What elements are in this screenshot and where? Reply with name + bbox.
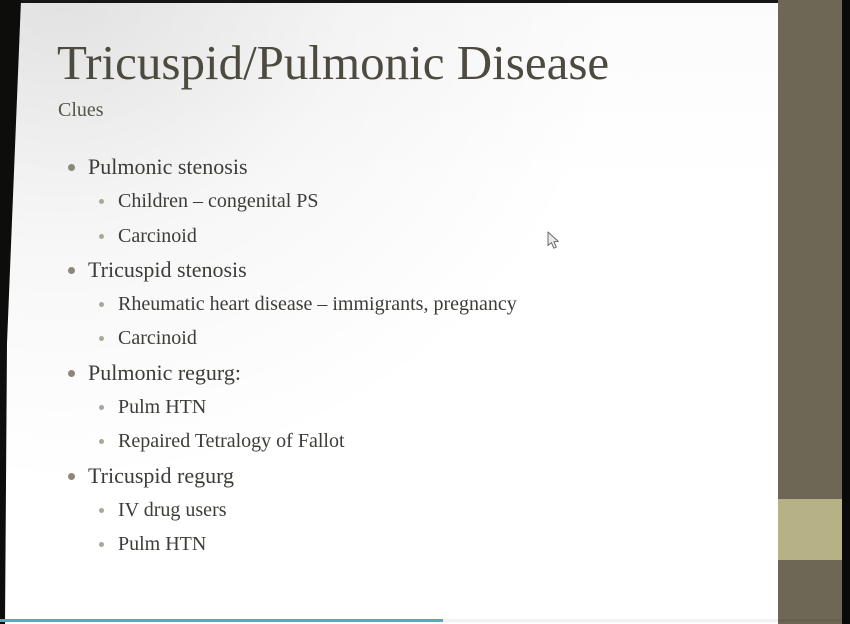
sub-list-item xyxy=(58,219,758,253)
sub-bullet-dot-icon xyxy=(99,439,104,444)
sub-bullet-dot-icon xyxy=(99,542,104,547)
list-item xyxy=(58,253,758,287)
sub-list-item xyxy=(58,424,758,458)
sub-list-item xyxy=(58,493,758,527)
slide-sidebar xyxy=(778,0,842,624)
list-item xyxy=(58,459,758,493)
sub-list-item xyxy=(58,321,758,355)
mouse-cursor-icon xyxy=(547,231,560,250)
frame-right-edge xyxy=(842,0,850,624)
sub-list-item-label: Carcinoid xyxy=(118,327,197,350)
sub-list-item-label: IV drug users xyxy=(118,498,227,521)
sub-list-item xyxy=(58,287,758,321)
bullet-dot-icon xyxy=(68,473,75,480)
sub-list-item-label: Pulm HTN xyxy=(118,396,207,419)
bullet-dot-icon xyxy=(68,370,75,377)
sub-list-item-label: Rheumatic heart disease – immigrants, pregnancy xyxy=(118,293,517,316)
sub-bullet-dot-icon xyxy=(99,234,104,239)
video-progress-bar[interactable] xyxy=(0,619,850,622)
slide-subtitle: Clues xyxy=(58,99,104,121)
sub-list-item-label: Carcinoid xyxy=(118,224,197,247)
sub-bullet-dot-icon xyxy=(99,336,104,341)
list-item xyxy=(58,356,758,390)
bullet-dot-icon xyxy=(68,267,75,274)
frame-top-edge xyxy=(0,0,778,3)
sub-bullet-dot-icon xyxy=(99,405,104,410)
sub-bullet-dot-icon xyxy=(99,199,104,204)
list-item-label: Tricuspid stenosis xyxy=(88,256,247,282)
sub-list-item-label: Pulm HTN xyxy=(118,533,207,556)
sidebar-accent-band xyxy=(778,499,842,560)
bullet-dot-icon xyxy=(68,164,75,171)
sub-list-item xyxy=(58,390,758,424)
sub-bullet-dot-icon xyxy=(99,302,104,307)
list-item-label: Pulmonic regurg: xyxy=(88,359,241,385)
list-item xyxy=(58,150,758,184)
list-item-label: Tricuspid regurg xyxy=(88,462,235,488)
bullet-list xyxy=(58,150,758,562)
video-progress-fill xyxy=(0,619,443,622)
sub-list-item-label: Repaired Tetralogy of Fallot xyxy=(118,430,345,453)
sub-list-item xyxy=(58,184,758,218)
sub-bullet-dot-icon xyxy=(99,508,104,513)
list-item-label: Pulmonic stenosis xyxy=(88,154,248,179)
sub-list-item xyxy=(58,527,758,561)
slide-title: Tricuspid/Pulmonic Disease xyxy=(57,35,610,90)
sub-list-item-label: Children – congenital PS xyxy=(118,190,319,213)
